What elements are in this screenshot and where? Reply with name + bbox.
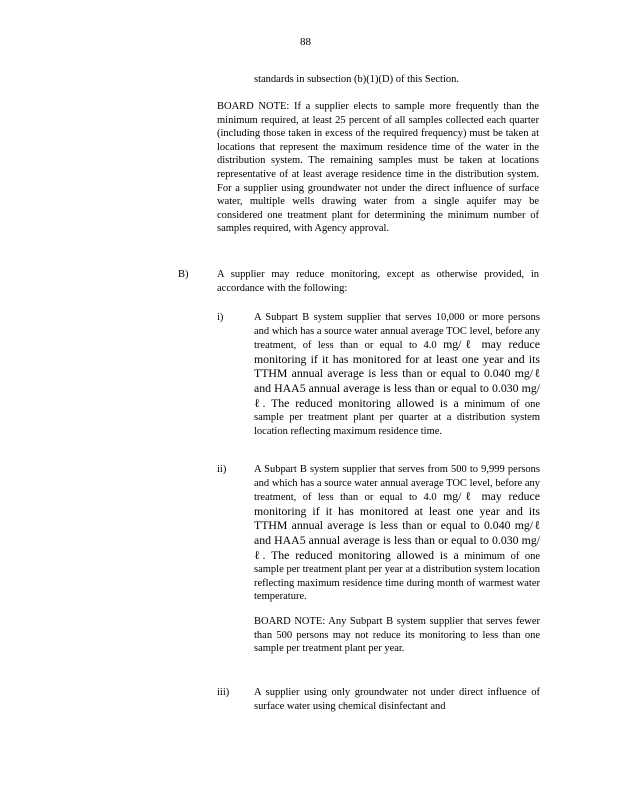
item-ii-text-part1: A Subpart B system supplier that serves from 500 to 9,999 persons and which has a source water annual average TOC level, before any treatment, of less than or equal to 4.0 bbox=[254, 464, 540, 504]
item-i-text-part1: A Subpart B system supplier that serves 10,000 or more persons and which has a source water annual average TOC level, before any treatment, of less than or equal to 4.0 bbox=[254, 312, 540, 352]
page-number: 88 bbox=[300, 36, 311, 48]
item-ii-label: ii) bbox=[217, 464, 227, 475]
item-iii-text: A supplier using only groundwater not under direct influence of surface water using chemical disinfectant and bbox=[254, 687, 540, 712]
item-i-text bbox=[254, 311, 540, 438]
board-note-paragraph-2: BOARD NOTE: Any Subpart B system supplier that serves fewer than 500 persons may not reduce its monitoring to less than one sample per treatment plant per year. bbox=[254, 616, 540, 655]
section-b-label: B) bbox=[178, 269, 189, 280]
item-iii-label: iii) bbox=[217, 687, 230, 698]
continuation-text: standards in subsection (b)(1)(D) of this Section. bbox=[254, 74, 460, 85]
item-i-label: i) bbox=[217, 312, 224, 323]
section-b-text: A supplier may reduce monitoring, except as otherwise provided, in accordance with the following: bbox=[217, 269, 539, 294]
board-note-paragraph: BOARD NOTE: If a supplier elects to sample more frequently than the minimum required, at least 25 percent of all samples collected each quarter (including those taken in excess of the required frequency) must be taken at locations that represent the maximum residence time of the water in the distribution system. The remaining samples must be taken at locations representative of at least average residence time in the distribution system. For a supplier using groundwater not under the direct influence of surface water, multiple wells drawing water from a single aquifer may be considered one treatment plant for determining the minimum number of samples required, with Agency approval. bbox=[217, 101, 539, 235]
item-ii-text-part2: mg/ℓ may reduce monitoring if it has monitored at least one year and its TTHM annual average is less than or equal to 0.040 mg/ℓ and HAA5 annual average is less than or equal to 0.030 mg/ℓ. The reduced monitoring allowed is a bbox=[254, 489, 540, 562]
item-ii-text-part3: minimum of one sample per treatment plant per year at a distribution system location reflecting maximum residence time during month of warmest water temperature. bbox=[254, 550, 540, 603]
item-ii-text bbox=[254, 463, 540, 604]
item-i-text-part2: mg/ℓ may reduce monitoring if it has monitored for at least one year and its TTHM annual average is less than or equal to 0.040 mg/ℓ and HAA5 annual average is less than or equal to 0.030 mg/ℓ. The reduced monitoring allowed is a bbox=[254, 337, 540, 410]
item-i-text-part3: minimum of one sample per treatment plant per quarter at a distribution system location reflecting maximum residence time. bbox=[254, 398, 540, 437]
